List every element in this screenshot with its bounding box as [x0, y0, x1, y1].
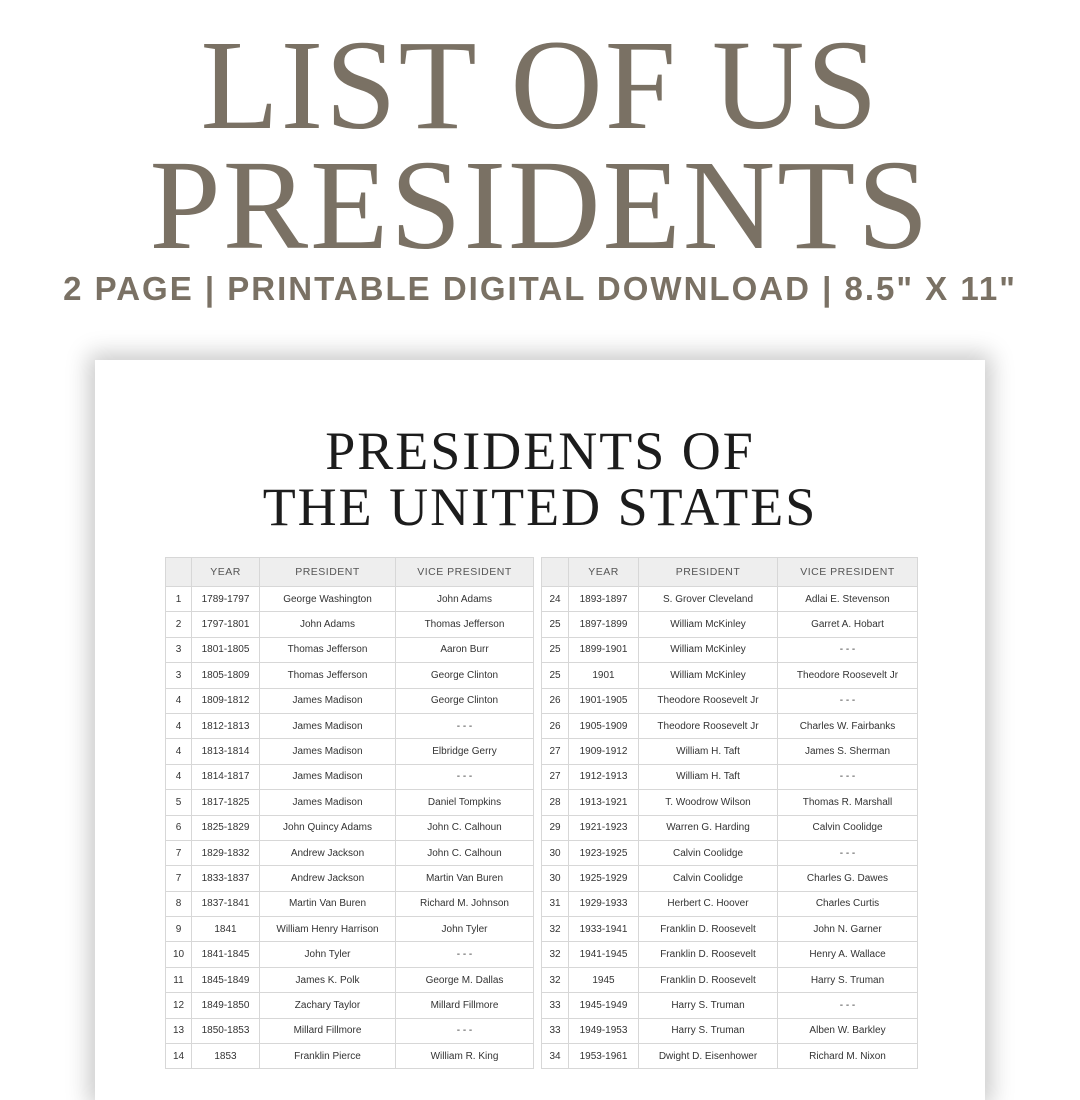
cell-number: 4	[166, 764, 192, 789]
cell-vice-president: - - -	[396, 713, 534, 738]
cell-president: Harry S. Truman	[639, 1018, 778, 1043]
table-row	[542, 840, 918, 865]
cell-year: 1841-1845	[192, 942, 260, 967]
cell-president: William McKinley	[639, 637, 778, 662]
cell-president: John Adams	[260, 612, 396, 637]
cell-vice-president: - - -	[778, 637, 918, 662]
cell-vice-president: Henry A. Wallace	[778, 942, 918, 967]
table-row	[166, 764, 534, 789]
sheet-title-line2: THE UNITED STATES	[262, 477, 818, 537]
cell-vice-president: Harry S. Truman	[778, 967, 918, 992]
cell-vice-president: Charles W. Fairbanks	[778, 713, 918, 738]
table-row	[166, 663, 534, 688]
cell-vice-president: Charles G. Dawes	[778, 866, 918, 891]
cell-number: 4	[166, 713, 192, 738]
cell-number: 31	[542, 891, 569, 916]
year-header: YEAR	[192, 558, 260, 587]
table-row	[166, 866, 534, 891]
cell-year: 1909-1912	[569, 739, 639, 764]
cell-president: Theodore Roosevelt Jr	[639, 688, 778, 713]
cell-year: 1850-1853	[192, 1018, 260, 1043]
table-row	[542, 739, 918, 764]
cell-president: James Madison	[260, 713, 396, 738]
cell-number: 27	[542, 764, 569, 789]
cell-number: 32	[542, 917, 569, 942]
cell-president: Dwight D. Eisenhower	[639, 1044, 778, 1069]
table-row	[542, 815, 918, 840]
cell-president: James Madison	[260, 739, 396, 764]
cell-number: 27	[542, 739, 569, 764]
table-row	[166, 790, 534, 815]
vice-president-header: VICE PRESIDENT	[396, 558, 534, 587]
cell-vice-president: - - -	[778, 840, 918, 865]
table-row	[166, 587, 534, 612]
table-row	[166, 993, 534, 1018]
cell-vice-president: - - -	[396, 1018, 534, 1043]
cell-president: George Washington	[260, 587, 396, 612]
cell-vice-president: Thomas Jefferson	[396, 612, 534, 637]
cell-president: Thomas Jefferson	[260, 637, 396, 662]
cell-president: Millard Fillmore	[260, 1018, 396, 1043]
cell-number: 14	[166, 1044, 192, 1069]
table-row	[166, 688, 534, 713]
cell-year: 1901-1905	[569, 688, 639, 713]
cell-year: 1893-1897	[569, 587, 639, 612]
product-subtitle: 2 PAGE | PRINTABLE DIGITAL DOWNLOAD | 8.5" X 11"	[63, 270, 1017, 307]
sheet-title-line1: PRESIDENTS OF	[325, 421, 755, 481]
cell-year: 1812-1813	[192, 713, 260, 738]
cell-number: 7	[166, 866, 192, 891]
president-header: PRESIDENT	[639, 558, 778, 587]
cell-vice-president: Elbridge Gerry	[396, 739, 534, 764]
table-row	[166, 942, 534, 967]
cell-president: William Henry Harrison	[260, 917, 396, 942]
cell-president: James Madison	[260, 764, 396, 789]
table-row	[542, 612, 918, 637]
cell-president: Herbert C. Hoover	[639, 891, 778, 916]
cell-year: 1853	[192, 1044, 260, 1069]
cell-number: 6	[166, 815, 192, 840]
cell-vice-president: - - -	[396, 764, 534, 789]
cell-number: 25	[542, 637, 569, 662]
cell-year: 1945	[569, 967, 639, 992]
table-row	[166, 1018, 534, 1043]
cell-president: William McKinley	[639, 612, 778, 637]
cell-number: 13	[166, 1018, 192, 1043]
cell-number: 2	[166, 612, 192, 637]
cell-number: 10	[166, 942, 192, 967]
table-row	[542, 967, 918, 992]
cell-president: Andrew Jackson	[260, 866, 396, 891]
cell-vice-president: Charles Curtis	[778, 891, 918, 916]
cell-number: 26	[542, 713, 569, 738]
cell-vice-president: James S. Sherman	[778, 739, 918, 764]
cell-president: James Madison	[260, 790, 396, 815]
table-row	[166, 967, 534, 992]
cell-year: 1923-1925	[569, 840, 639, 865]
cell-year: 1809-1812	[192, 688, 260, 713]
cell-number: 26	[542, 688, 569, 713]
cell-year: 1941-1945	[569, 942, 639, 967]
cell-president: William McKinley	[639, 663, 778, 688]
product-title-line1: LIST OF US	[200, 14, 880, 156]
cell-number: 5	[166, 790, 192, 815]
cell-number: 32	[542, 967, 569, 992]
cell-number: 8	[166, 891, 192, 916]
cell-vice-president: Richard M. Johnson	[396, 891, 534, 916]
cell-vice-president: Alben W. Barkley	[778, 1018, 918, 1043]
table-row	[166, 917, 534, 942]
cell-vice-president: John Adams	[396, 587, 534, 612]
table-row	[542, 917, 918, 942]
cell-year: 1901	[569, 663, 639, 688]
cell-vice-president: John Tyler	[396, 917, 534, 942]
table-row	[542, 713, 918, 738]
table-row	[166, 1044, 534, 1069]
table-row	[542, 1018, 918, 1043]
cell-president: William H. Taft	[639, 764, 778, 789]
year-header: YEAR	[569, 558, 639, 587]
table-row	[542, 790, 918, 815]
table-row	[166, 637, 534, 662]
cell-year: 1899-1901	[569, 637, 639, 662]
cell-year: 1905-1909	[569, 713, 639, 738]
cell-vice-president: Millard Fillmore	[396, 993, 534, 1018]
president-header: PRESIDENT	[260, 558, 396, 587]
cell-year: 1897-1899	[569, 612, 639, 637]
cell-vice-president: George Clinton	[396, 688, 534, 713]
table-row	[166, 739, 534, 764]
table-row	[166, 891, 534, 916]
cell-president: Calvin Coolidge	[639, 866, 778, 891]
table-row	[542, 866, 918, 891]
cell-year: 1814-1817	[192, 764, 260, 789]
cell-vice-president: George Clinton	[396, 663, 534, 688]
cell-president: James K. Polk	[260, 967, 396, 992]
cell-vice-president: Garret A. Hobart	[778, 612, 918, 637]
cell-vice-president: Aaron Burr	[396, 637, 534, 662]
cell-president: Franklin D. Roosevelt	[639, 967, 778, 992]
cell-number: 12	[166, 993, 192, 1018]
table-row	[542, 1044, 918, 1069]
cell-year: 1837-1841	[192, 891, 260, 916]
cell-year: 1841	[192, 917, 260, 942]
cell-number: 3	[166, 637, 192, 662]
number-header	[542, 558, 569, 587]
cell-year: 1933-1941	[569, 917, 639, 942]
cell-year: 1813-1814	[192, 739, 260, 764]
table-row	[542, 688, 918, 713]
cell-number: 25	[542, 612, 569, 637]
cell-president: John Tyler	[260, 942, 396, 967]
cell-year: 1929-1933	[569, 891, 639, 916]
cell-president: Franklin Pierce	[260, 1044, 396, 1069]
cell-vice-president: John N. Garner	[778, 917, 918, 942]
cell-president: Andrew Jackson	[260, 840, 396, 865]
cell-president: Calvin Coolidge	[639, 840, 778, 865]
cell-vice-president: Martin Van Buren	[396, 866, 534, 891]
cell-vice-president: Daniel Tompkins	[396, 790, 534, 815]
cell-number: 28	[542, 790, 569, 815]
cell-number: 30	[542, 840, 569, 865]
cell-vice-president: Calvin Coolidge	[778, 815, 918, 840]
cell-president: John Quincy Adams	[260, 815, 396, 840]
table-header-row	[166, 558, 534, 587]
cell-year: 1921-1923	[569, 815, 639, 840]
cell-vice-president: - - -	[778, 688, 918, 713]
cell-vice-president: - - -	[396, 942, 534, 967]
table-row	[542, 942, 918, 967]
cell-number: 9	[166, 917, 192, 942]
cell-number: 33	[542, 1018, 569, 1043]
cell-year: 1912-1913	[569, 764, 639, 789]
cell-number: 32	[542, 942, 569, 967]
cell-number: 11	[166, 967, 192, 992]
cell-president: Zachary Taylor	[260, 993, 396, 1018]
cell-president: James Madison	[260, 688, 396, 713]
table-row	[166, 612, 534, 637]
cell-year: 1833-1837	[192, 866, 260, 891]
cell-year: 1949-1953	[569, 1018, 639, 1043]
cell-number: 25	[542, 663, 569, 688]
cell-year: 1845-1849	[192, 967, 260, 992]
cell-president: T. Woodrow Wilson	[639, 790, 778, 815]
cell-vice-president: - - -	[778, 993, 918, 1018]
cell-year: 1829-1832	[192, 840, 260, 865]
cell-number: 4	[166, 688, 192, 713]
cell-number: 29	[542, 815, 569, 840]
cell-year: 1913-1921	[569, 790, 639, 815]
cell-number: 30	[542, 866, 569, 891]
table-row	[542, 993, 918, 1018]
cell-president: Martin Van Buren	[260, 891, 396, 916]
table-row	[542, 587, 918, 612]
cell-president: S. Grover Cleveland	[639, 587, 778, 612]
cell-president: Warren G. Harding	[639, 815, 778, 840]
cell-year: 1825-1829	[192, 815, 260, 840]
table-header-row	[542, 558, 918, 587]
cell-president: Theodore Roosevelt Jr	[639, 713, 778, 738]
table-row	[166, 815, 534, 840]
cell-vice-president: Adlai E. Stevenson	[778, 587, 918, 612]
cell-number: 7	[166, 840, 192, 865]
printable-sheet-preview	[95, 360, 985, 1100]
cell-vice-president: - - -	[778, 764, 918, 789]
cell-president: Thomas Jefferson	[260, 663, 396, 688]
table-row	[542, 764, 918, 789]
cell-president: Franklin D. Roosevelt	[639, 917, 778, 942]
cell-president: Franklin D. Roosevelt	[639, 942, 778, 967]
cell-year: 1805-1809	[192, 663, 260, 688]
cell-president: William H. Taft	[639, 739, 778, 764]
cell-year: 1801-1805	[192, 637, 260, 662]
presidents-table-left	[165, 557, 534, 1069]
cell-year: 1953-1961	[569, 1044, 639, 1069]
table-row	[542, 637, 918, 662]
cell-number: 3	[166, 663, 192, 688]
presidents-table-right	[541, 557, 918, 1069]
cell-year: 1817-1825	[192, 790, 260, 815]
number-header	[166, 558, 192, 587]
cell-vice-president: John C. Calhoun	[396, 840, 534, 865]
product-title-line2: PRESIDENTS	[149, 134, 931, 276]
cell-year: 1945-1949	[569, 993, 639, 1018]
cell-year: 1789-1797	[192, 587, 260, 612]
cell-president: Harry S. Truman	[639, 993, 778, 1018]
cell-number: 33	[542, 993, 569, 1018]
table-row	[542, 663, 918, 688]
cell-number: 1	[166, 587, 192, 612]
cell-vice-president: William R. King	[396, 1044, 534, 1069]
table-row	[166, 713, 534, 738]
cell-number: 34	[542, 1044, 569, 1069]
cell-vice-president: Thomas R. Marshall	[778, 790, 918, 815]
cell-year: 1925-1929	[569, 866, 639, 891]
cell-vice-president: Richard M. Nixon	[778, 1044, 918, 1069]
vice-president-header: VICE PRESIDENT	[778, 558, 918, 587]
cell-year: 1797-1801	[192, 612, 260, 637]
cell-vice-president: John C. Calhoun	[396, 815, 534, 840]
cell-year: 1849-1850	[192, 993, 260, 1018]
cell-number: 24	[542, 587, 569, 612]
table-row	[166, 840, 534, 865]
cell-vice-president: George M. Dallas	[396, 967, 534, 992]
table-row	[542, 891, 918, 916]
cell-number: 4	[166, 739, 192, 764]
cell-vice-president: Theodore Roosevelt Jr	[778, 663, 918, 688]
